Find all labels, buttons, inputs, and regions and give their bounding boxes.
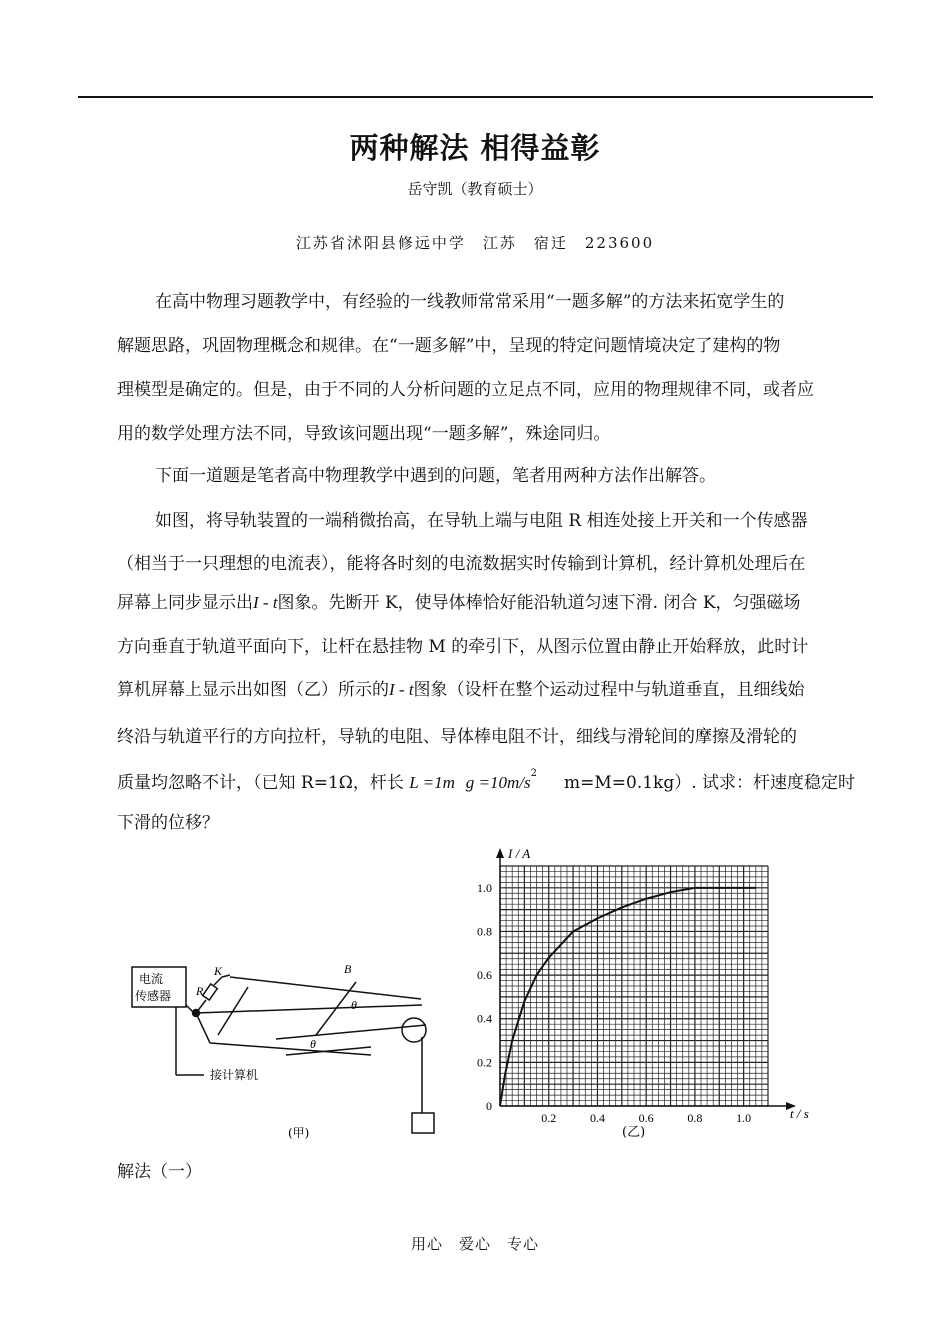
it-symbol: I - t <box>253 593 278 612</box>
p3-line5 <box>117 675 873 700</box>
p1-line3: 理模型是确定的。但是，由于不同的人分析问题的立足点不同，应用的物理规律不同，或者应 <box>117 380 814 400</box>
p3-line3 <box>117 588 873 613</box>
page-title: 两种解法 相得益彰 <box>349 131 601 165</box>
section-heading: 解法（一） <box>117 1162 202 1182</box>
p1-line1: 在高中物理习题教学中，有经验的一线教师常常采用“一题多解”的方法来拓宽学生的 <box>155 292 785 312</box>
p2: 下面一道题是笔者高中物理教学中遇到的问题，笔者用两种方法作出解答。 <box>155 466 716 486</box>
y-tick-label: 0.2 <box>477 1055 492 1070</box>
p3-line3a: 屏幕上同步显示出 <box>117 593 253 613</box>
y-tick-label: 0.4 <box>477 1011 492 1026</box>
p3-line5b: 图象（设杆在整个运动过程中与轨道垂直，且细线始 <box>413 680 805 700</box>
sensor-label-2: 传感器 <box>135 989 172 1003</box>
x-tick-label: 0.2 <box>541 1111 557 1125</box>
b-label: B <box>344 962 352 976</box>
theta-label-2: θ <box>310 1037 316 1051</box>
weight-M <box>412 1113 434 1133</box>
p1-line4: 用的数学处理方法不同，导致该问题出现“一题多解”，殊途同归。 <box>117 424 611 444</box>
p3-line7a: 质量均忽略不计，（已知 R=1 <box>117 773 339 793</box>
length-equation: L =1m <box>409 773 455 792</box>
p1-line2: 解题思路，巩固物理概念和规律。在“一题多解”中，呈现的特定问题情境决定了建构的物 <box>117 336 781 356</box>
author: 岳守凯（教育硕士） <box>407 180 543 198</box>
p3-line7b: ，杆长 <box>352 773 404 793</box>
theta-label-1: θ <box>351 998 357 1012</box>
p3-line7 <box>117 768 873 793</box>
p3-line6: 终沿与轨道平行的方向拉杆，导轨的电阻、导体棒电阻不计，细线与滑轮间的摩擦及滑轮的 <box>117 727 797 747</box>
resistor <box>203 984 218 1000</box>
p3-line4: 方向垂直于轨道平面向下，让杆在悬挂物 M 的牵引下，从图示位置由静止开始释放，此时计 <box>117 637 809 657</box>
it-symbol-2: I - t <box>389 680 414 699</box>
resistor-label: R <box>196 984 204 998</box>
y-axis-arrow <box>496 848 504 858</box>
sensor-label-1: 电流 <box>139 972 164 986</box>
computer-label: 接计算机 <box>210 1068 259 1082</box>
y-tick-label: 0.8 <box>477 924 492 939</box>
switch-label: K <box>214 964 223 978</box>
left-caption: (甲) <box>288 1126 310 1140</box>
g-equation: g =10m/s <box>465 773 531 792</box>
p3-line5a: 算机屏幕上显示出如图（乙）所示的 <box>117 680 389 700</box>
current-time-chart <box>466 842 816 1142</box>
x-tick-label: 0.4 <box>589 1111 605 1125</box>
superscript-2: 2 <box>530 768 537 779</box>
y-tick-label: 0 <box>486 1099 492 1113</box>
apparatus-diagram <box>126 955 456 1145</box>
p3-line7c: m=M=0.1kg）. 试求：杆速度稳定时 <box>564 773 856 793</box>
footer: 用心 爱心 专心 <box>410 1235 539 1253</box>
p3-line3b: 图象。先断开 K，使导体棒恰好能沿轨道匀速下滑. 闭合 K，匀强磁场 <box>277 593 801 613</box>
p3-line8: 下滑的位移？ <box>117 813 219 833</box>
x-tick-label: 0.6 <box>638 1111 654 1125</box>
right-caption: (乙) <box>622 1125 646 1140</box>
p3-line1: 如图，将导轨装置的一端稍微抬高，在导轨上端与电阻 R 相连处接上开关和一个传感器 <box>155 511 808 531</box>
affiliation: 江苏省沭阳县修远中学 江苏 宿迁 223600 <box>295 234 655 252</box>
p3-line2: （相当于一只理想的电流表），能将各时刻的电流数据实时传输到计算机，经计算机处理后在 <box>117 554 806 574</box>
y-tick-label: 1.0 <box>477 880 492 895</box>
omega-symbol: Ω <box>338 773 353 793</box>
x-tick-label: 1.0 <box>736 1111 752 1125</box>
x-axis-label: t / s <box>790 1106 809 1121</box>
x-tick-label: 0.8 <box>687 1111 703 1125</box>
y-axis-label: I / A <box>508 846 531 861</box>
header-rule <box>78 96 873 98</box>
y-tick-label: 0.6 <box>477 968 492 983</box>
